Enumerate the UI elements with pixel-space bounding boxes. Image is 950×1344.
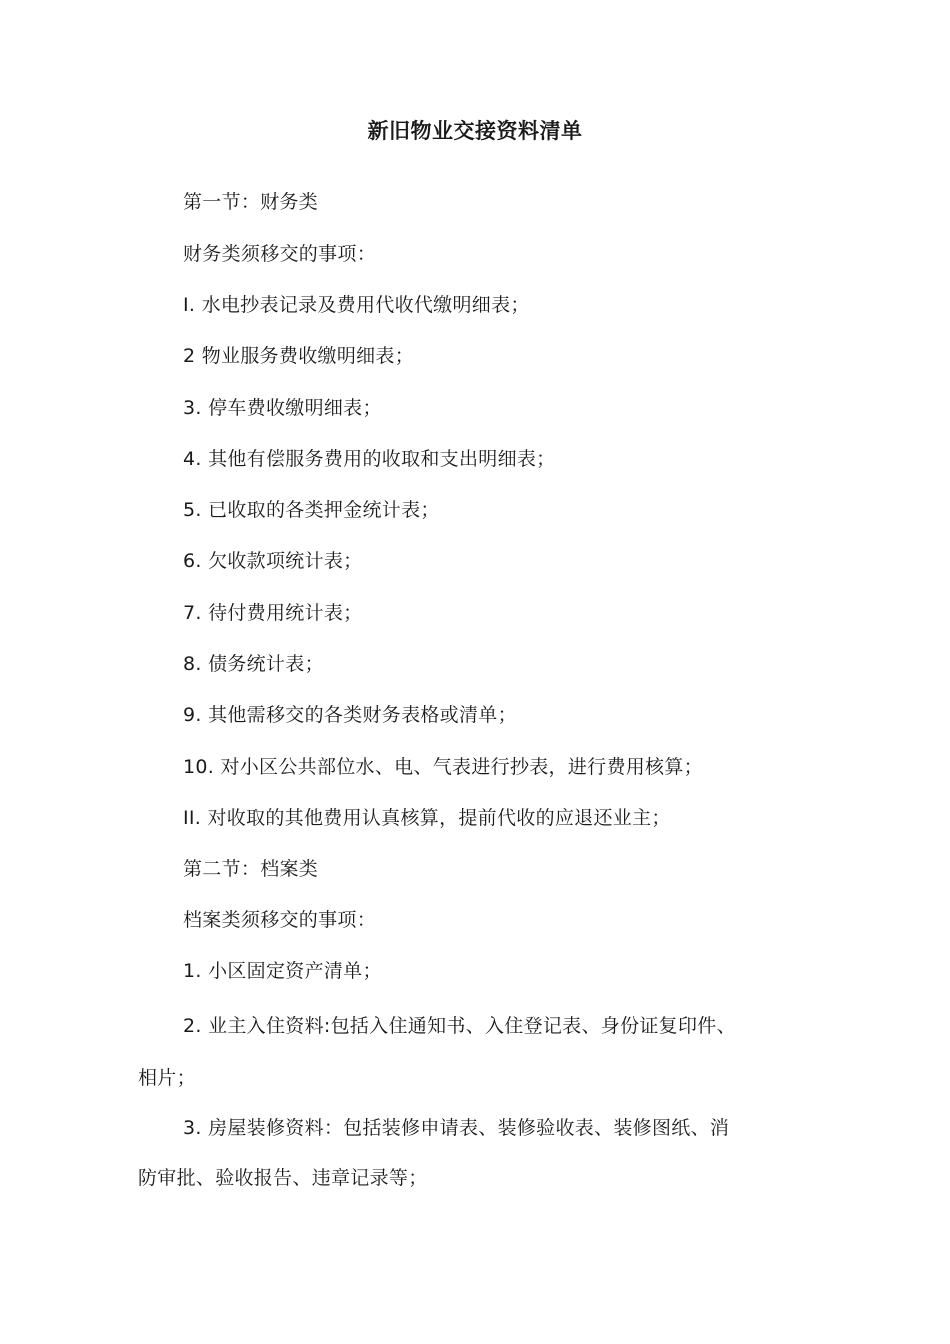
list-item: I. 水电抄表记录及费用代收代缴明细表；: [183, 294, 530, 316]
list-item: 9. 其他需移交的各类财务表格或清单；: [183, 704, 517, 726]
list-item: 5. 已收取的各类押金统计表；: [183, 499, 440, 521]
list-item: 10. 对小区公共部位水、电、气表进行抄表，进行费用核算；: [183, 756, 703, 778]
list-item: II. 对收取的其他费用认真核算，提前代收的应退还业主；: [183, 807, 671, 829]
list-item: 2. 业主入住资料:包括入住通知书、入住登记表、身份证复印件、: [183, 1015, 736, 1037]
list-item-continuation: 防审批、验收报告、违章记录等；: [138, 1167, 428, 1189]
section-intro-archive: 档案类须移交的事项：: [183, 909, 377, 931]
list-item: 3. 停车费收缴明细表；: [183, 397, 382, 419]
list-item: 2 物业服务费收缴明细表；: [183, 345, 415, 367]
document-title: 新旧物业交接资料清单: [367, 119, 583, 143]
list-item: 8. 债务统计表；: [183, 653, 324, 675]
list-item: 4. 其他有偿服务费用的收取和支出明细表；: [183, 448, 556, 470]
section-heading-finance: 第一节：财务类: [183, 191, 319, 213]
list-item-continuation: 相片；: [138, 1067, 196, 1089]
list-item: 6. 欠收款项统计表；: [183, 550, 363, 572]
section-intro-finance: 财务类须移交的事项：: [183, 243, 377, 265]
list-item: 3. 房屋装修资料：包括装修申请表、装修验收表、装修图纸、消: [183, 1117, 730, 1139]
section-heading-archive: 第二节：档案类: [183, 858, 319, 880]
list-item: 1. 小区固定资产清单；: [183, 960, 382, 982]
list-item: 7. 待付费用统计表；: [183, 602, 363, 624]
